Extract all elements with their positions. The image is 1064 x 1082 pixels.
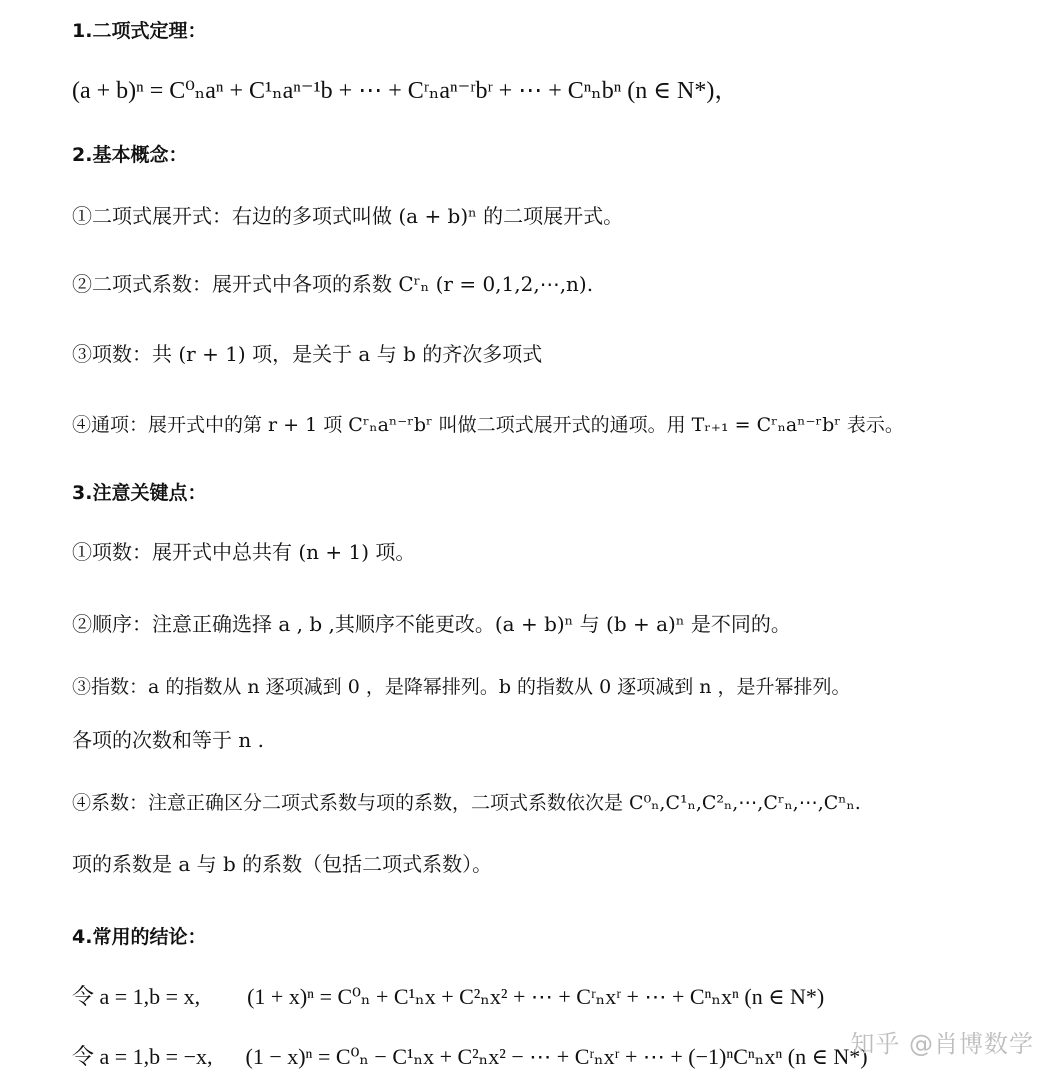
binomial-theorem-formula: (a + b)ⁿ = C⁰ₙaⁿ + C¹ₙaⁿ⁻¹b + ⋯ + Cʳₙaⁿ⁻ʳbʳ + ⋯ + Cⁿₙbⁿ (n ∈ N*)， — [72, 78, 739, 104]
conclusion-formula: (1 + x)ⁿ = C⁰ₙ + C¹ₙx + C²ₙx² + ⋯ + Cʳₙxʳ + ⋯ + Cⁿₙxⁿ (n ∈ N*) — [247, 984, 825, 1009]
section-heading-conclusions: 4.常用的结论： — [72, 926, 207, 948]
key-point-term-coefficient: 项的系数是 a 与 b 的系数（包括二项式系数）。 — [72, 852, 493, 876]
zhihu-watermark: 知乎 @肖博数学 — [850, 1030, 1034, 1058]
conclusion-row-1 — [72, 980, 824, 1011]
conclusion-condition: 令 a = 1,b = x, — [72, 984, 201, 1009]
concept-general-term: ④通项：展开式中的第 r + 1 项 Cʳₙaⁿ⁻ʳbʳ 叫做二项式展开式的通项。用 Tᵣ₊₁ = Cʳₙaⁿ⁻ʳbʳ 表示。 — [72, 414, 904, 436]
key-point-coefficient: ④系数：注意正确区分二项式系数与项的系数，二项式系数依次是 C⁰ₙ,C¹ₙ,C²ₙ,⋯,Cʳₙ,⋯,Cⁿₙ. — [72, 792, 861, 814]
section-heading-concepts: 2.基本概念： — [72, 144, 188, 166]
key-point-exponent-sum: 各项的次数和等于 n . — [72, 728, 264, 752]
concept-expansion: ①二项式展开式：右边的多项式叫做 (a + b)ⁿ 的二项展开式。 — [72, 204, 624, 228]
concept-coefficient: ②二项式系数：展开式中各项的系数 Cʳₙ (r = 0,1,2,⋯,n). — [72, 272, 594, 296]
conclusion-condition: 令 a = 1,b = −x, — [72, 1044, 213, 1069]
key-point-exponent: ③指数：a 的指数从 n 逐项减到 0 ，是降幂排列。b 的指数从 0 逐项减到 n ，是升幂排列。 — [72, 676, 851, 698]
conclusion-row-2 — [72, 1040, 868, 1071]
conclusion-formula: (1 − x)ⁿ = C⁰ₙ − C¹ₙx + C²ₙx² − ⋯ + Cʳₙxʳ + ⋯ + (−1)ⁿCⁿₙxⁿ (n ∈ N*) — [245, 1044, 868, 1069]
section-heading-key-points: 3.注意关键点： — [72, 482, 207, 504]
section-heading-theorem: 1.二项式定理： — [72, 20, 207, 42]
key-point-order: ②顺序：注意正确选择 a , b ,其顺序不能更改。(a + b)ⁿ 与 (b + a)ⁿ 是不同的。 — [72, 612, 791, 636]
concept-term-count: ③项数：共 (r + 1) 项，是关于 a 与 b 的齐次多项式 — [72, 342, 543, 366]
key-point-term-count: ①项数：展开式中总共有 (n + 1) 项。 — [72, 540, 416, 564]
